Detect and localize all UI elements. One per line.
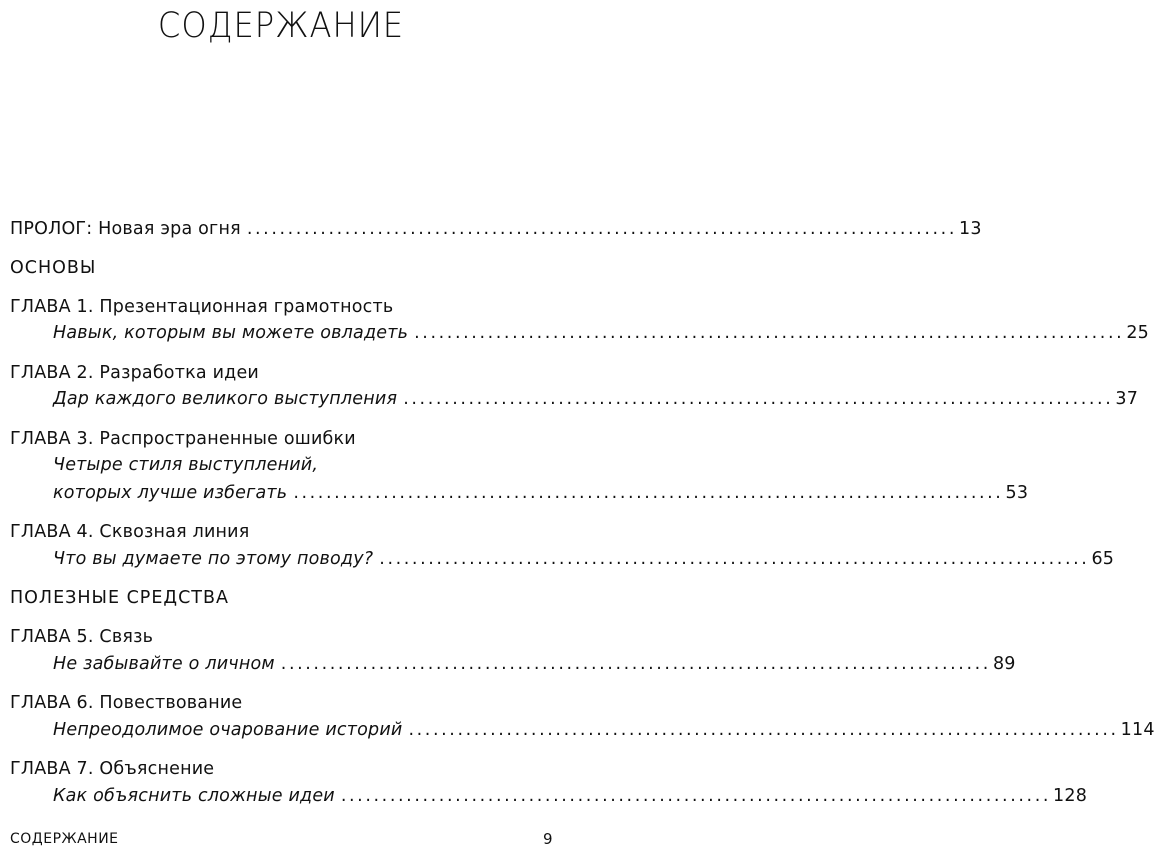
toc-chapter-1-subtitle[interactable]	[53, 321, 1149, 345]
toc-subtitle-text: Что вы думаете по этому поводу?	[53, 549, 374, 569]
leader-dots: .......................................................................................	[414, 323, 1125, 343]
section-heading-tools: ПОЛЕЗНЫЕ СРЕДСТВА	[10, 588, 229, 608]
toc-chapter-6-label[interactable]: ГЛАВА 6. Повествование	[10, 693, 243, 713]
leader-dots: .......................................................................................	[403, 389, 1114, 409]
leader-dots: .......................................................................................	[340, 786, 1052, 806]
toc-page-number: 25	[1126, 323, 1149, 343]
toc-subtitle-text: Не забывайте о личном	[53, 654, 275, 674]
leader-dots: .......................................................................................	[379, 549, 1090, 569]
toc-entry-prologue[interactable]	[10, 217, 982, 241]
toc-chapter-1-label[interactable]: ГЛАВА 1. Презентационная грамотность	[10, 297, 394, 317]
toc-page-number: 53	[1005, 483, 1029, 503]
toc-chapter-3-subtitle-line-1[interactable]: Четыре стиля выступлений,	[53, 455, 319, 475]
toc-page-number: 114	[1120, 720, 1155, 740]
toc-subtitle-text: Непреодолимое очарование историй	[53, 720, 403, 740]
toc-chapter-3-subtitle-line-2[interactable]	[53, 481, 1029, 505]
leader-dots: .......................................................................................	[246, 219, 957, 239]
section-heading-basics: ОСНОВЫ	[10, 258, 97, 278]
toc-chapter-2-subtitle[interactable]	[53, 387, 1139, 411]
page-footer	[10, 828, 553, 850]
page-title: СОДЕРЖАНИЕ	[157, 6, 405, 46]
toc-chapter-7-label[interactable]: ГЛАВА 7. Объяснение	[10, 759, 215, 779]
toc-subtitle-text: Как объяснить сложные идеи	[53, 786, 335, 806]
page-number: 9	[542, 830, 553, 848]
running-head: СОДЕРЖАНИЕ	[10, 831, 119, 847]
toc-subtitle-text: которых лучше избегать	[53, 483, 288, 503]
leader-dots: .......................................................................................	[293, 483, 1004, 503]
toc-page-number: 89	[992, 654, 1016, 674]
toc-page-number: 65	[1091, 549, 1115, 569]
toc-page-number: 128	[1053, 786, 1088, 806]
toc-chapter-4-subtitle[interactable]	[53, 547, 1115, 571]
toc-chapter-5-label[interactable]: ГЛАВА 5. Связь	[10, 627, 154, 647]
toc-chapter-3-label[interactable]: ГЛАВА 3. Распространенные ошибки	[10, 429, 356, 449]
leader-dots: .......................................................................................	[408, 720, 1119, 740]
toc-chapter-2-label[interactable]: ГЛАВА 2. Разработка идеи	[10, 363, 259, 383]
toc-entry-text: ПРОЛОГ: Новая эра огня	[10, 219, 241, 239]
toc-chapter-6-subtitle[interactable]	[53, 718, 1155, 742]
leader-dots: .......................................................................................	[280, 654, 991, 674]
toc-subtitle-text: Навык, которым вы можете овладеть	[53, 323, 409, 343]
toc-page-number: 37	[1115, 389, 1139, 409]
toc-chapter-7-subtitle[interactable]	[53, 784, 1088, 808]
toc-chapter-4-label[interactable]: ГЛАВА 4. Сквозная линия	[10, 522, 250, 542]
toc-page-number: 13	[959, 219, 982, 239]
toc-chapter-5-subtitle[interactable]	[53, 652, 1016, 676]
toc-subtitle-text: Дар каждого великого выступления	[53, 389, 398, 409]
